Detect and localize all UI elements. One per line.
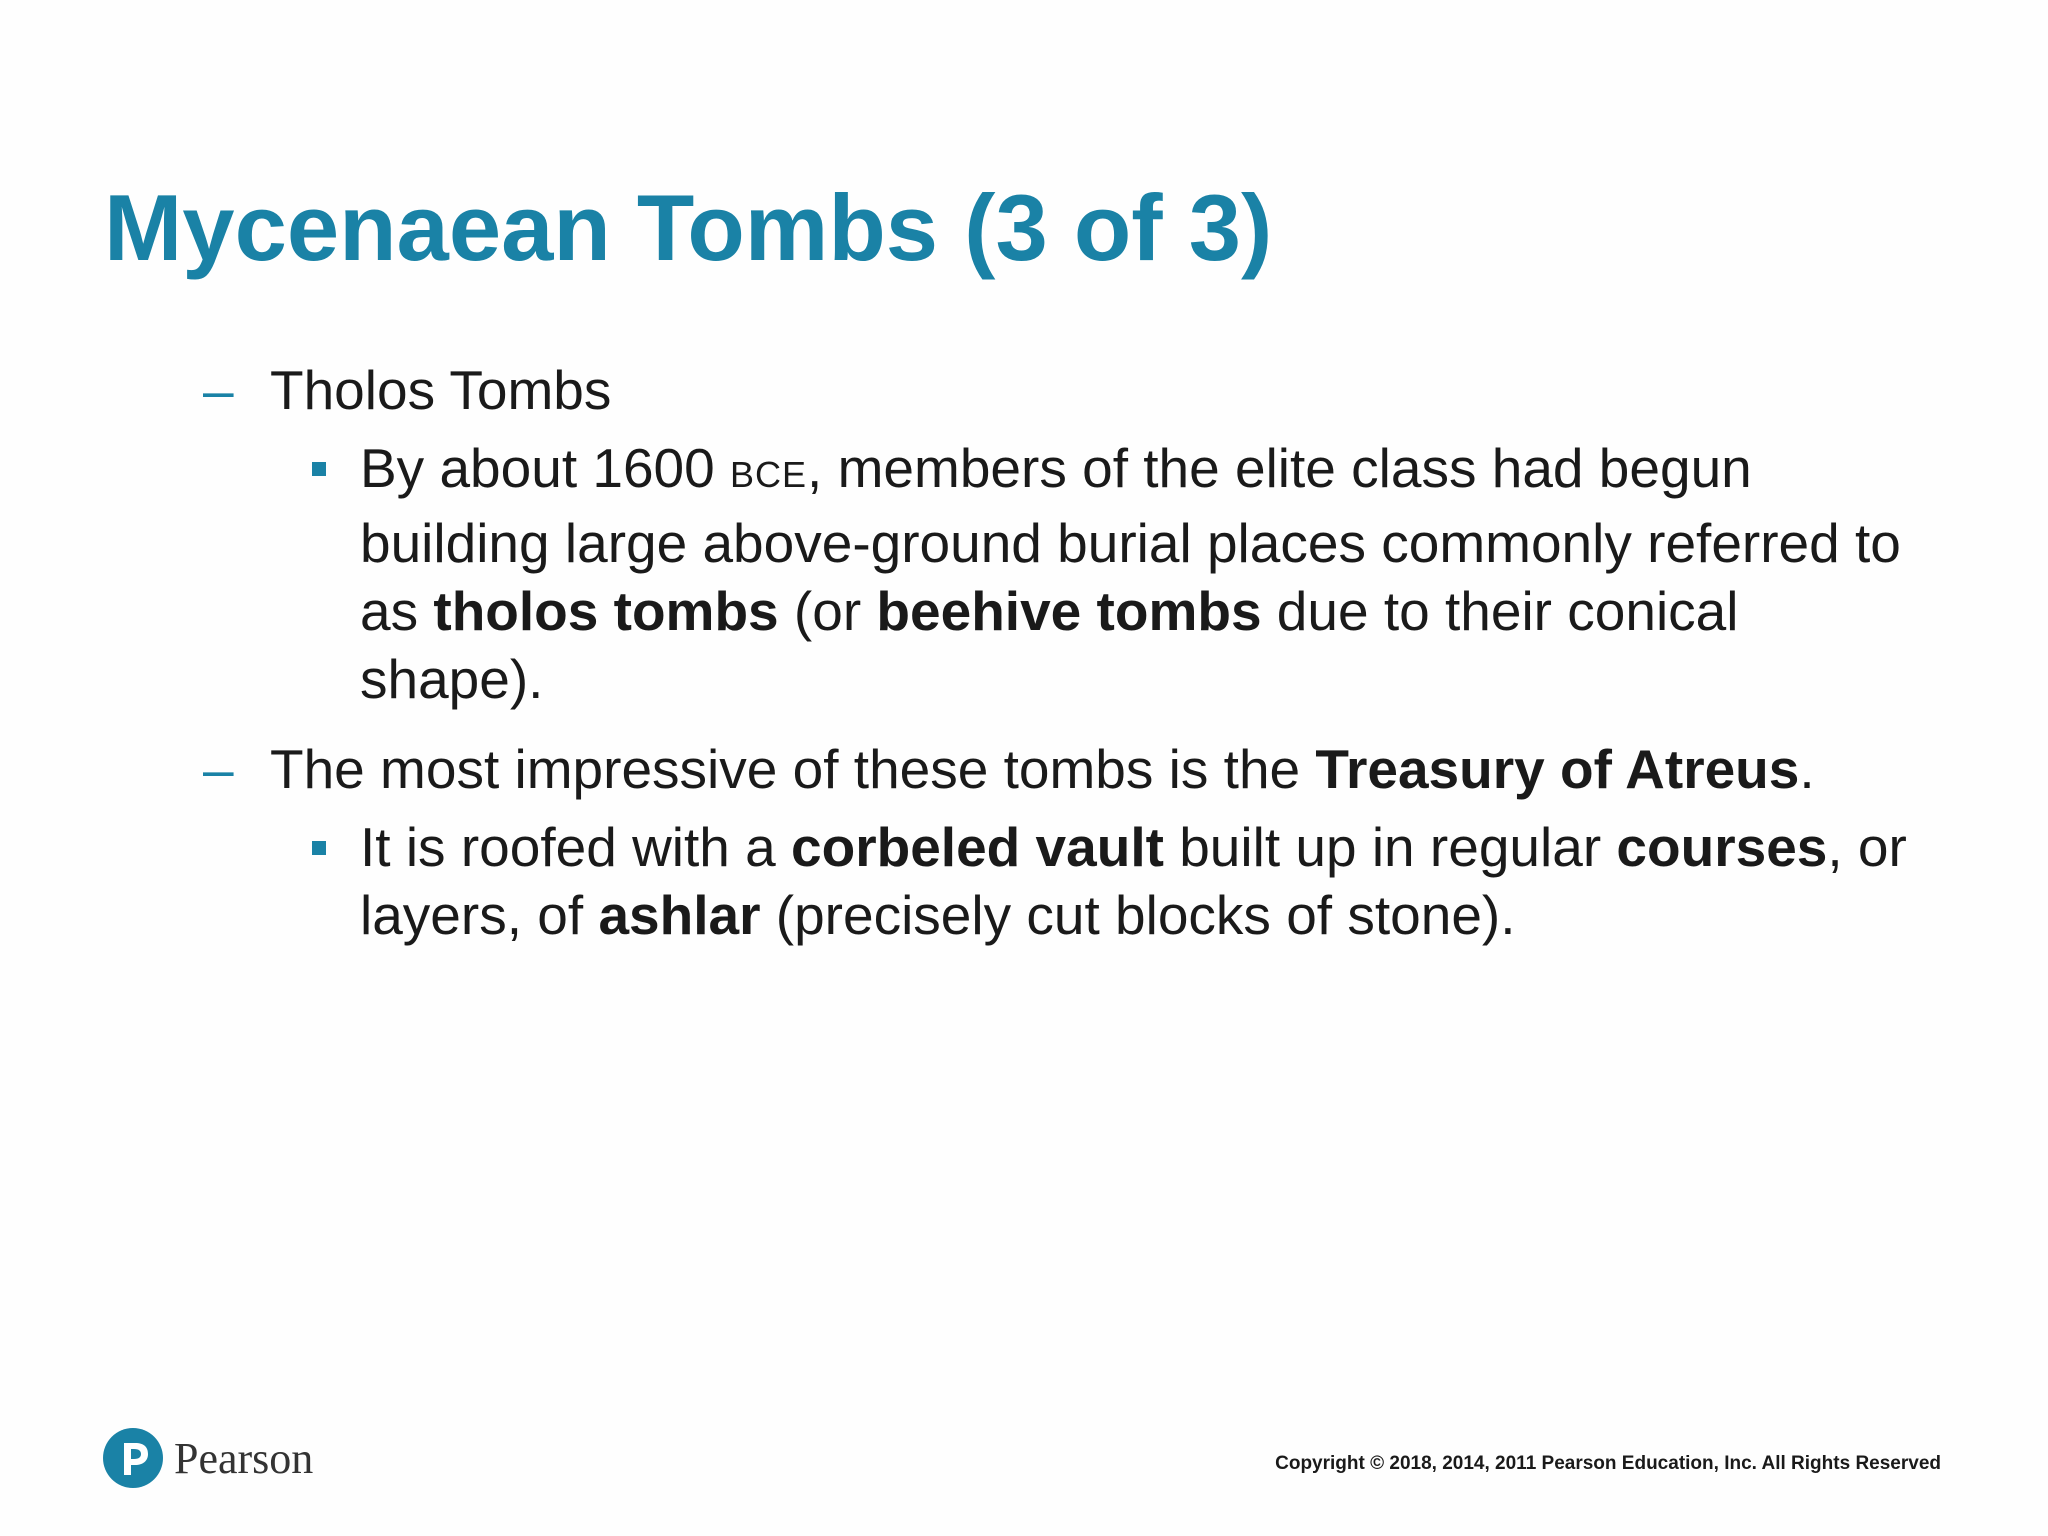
pearson-logo-icon [102,1427,164,1489]
text-segment: By about 1600 [360,437,731,499]
square-bullet-icon [312,462,326,476]
text-segment: , members of the elite class had begun building large above-ground burial places commonly referred to as [360,437,1901,642]
slide-content [0,356,2048,971]
text-segment: due to their conical shape). [360,580,1739,710]
bullet-tholos-tombs [0,356,1930,424]
text-segment: built up in regular [1163,816,1617,878]
bullet-treasury-of-atreus [0,735,1930,803]
era-label: BCE [730,454,808,495]
term-beehive-tombs: beehive tombs [876,580,1262,642]
text-segment: (or [778,580,877,642]
bullet-text: Tholos Tombs [270,359,612,421]
term-ashlar: ashlar [598,884,761,946]
text-segment: . [1799,738,1815,800]
term-tholos-tombs: tholos tombs [433,580,779,642]
term-courses: courses [1616,816,1828,878]
slide-title: Mycenaean Tombs (3 of 3) [104,175,1273,280]
copyright-notice: Copyright © 2018, 2014, 2011 Pearson Education, Inc. All Rights Reserved [1275,1453,1941,1474]
square-bullet-icon [312,841,326,855]
term-treasury-of-atreus: Treasury of Atreus [1315,738,1800,800]
sub-bullet-tholos-description [0,434,1920,713]
pearson-logo-text: Pearson [174,1433,314,1483]
text-segment: The most impressive of these tombs is the [270,738,1316,800]
text-segment: It is roofed with a [360,816,792,878]
text-segment: (precisely cut blocks of stone). [760,884,1516,946]
dash-bullet-icon: – [203,359,234,421]
text-segment: , or layers, of [360,816,1907,946]
term-corbeled-vault: corbeled vault [791,816,1164,878]
pearson-logo [102,1427,313,1489]
dash-bullet-icon: – [203,738,234,800]
sub-bullet-corbeled-vault [0,813,1920,949]
